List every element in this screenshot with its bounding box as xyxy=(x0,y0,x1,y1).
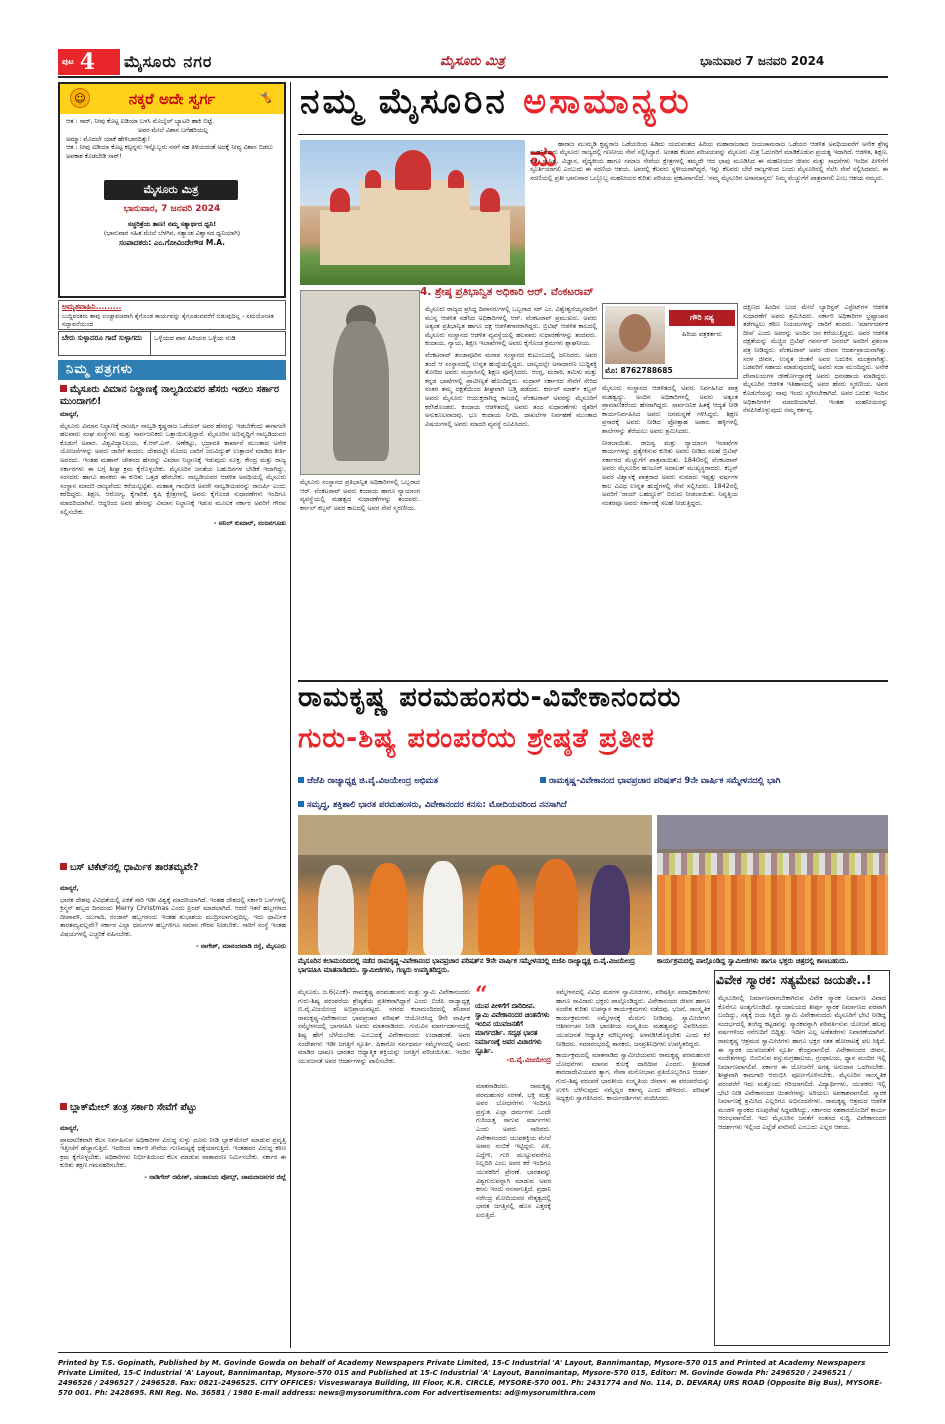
letter-3-title: ಬ್ಲಾಕ್‌ಮೇಲ್ ತಂತ್ರ ಸರ್ಕಾರಿ ಸೇವೆಗೆ ಪೆಟ್ಟು xyxy=(70,1102,197,1113)
proverb-box xyxy=(58,331,286,356)
section-name: ಮೈಸೂರು ನಗರ xyxy=(124,52,213,71)
author-photo xyxy=(605,306,665,364)
salutation: ಮಾನ್ಯರೆ, xyxy=(60,1124,79,1132)
stage-photo-caption: ಮೈಸೂರಿನ ಕಲಾಮಂದಿರದಲ್ಲಿ ನಡೆದ ರಾಮಕೃಷ್ಣ-ವಿವೇಕಾನಂದ ಭಾವಪ್ರಚಾರ ಪರಿಷತ್‌ನ 9ನೇ ವಾರ್ಷಿಕ ಸಮ್ಮೇಳನದಲ್ಲಿ ಬಿಜೆಪಿ ರಾಜ್ಯಾಧ್ಯಕ್ಷ ಬಿ.ವೈ.ವಿಜಯೇಂದ್ರ ಭಾಗವಹಿಸಿ ಮಾತನಾಡಿದರು. ಸ್ವಾಮೀಜಿಗಳು, ಗಣ್ಯರು ಉಪಸ್ಥಿತರಿದ್ದರು. xyxy=(298,957,635,974)
viveka-smaraka-text: ಮೈಸೂರಿನಲ್ಲಿ ನಿರ್ಮಾಣವಾಗಬೇಕಾಗಿರುವ ವಿವೇಕ ಸ್ಮಾರಕ ನಿರ್ಮಾಣ ವಿವಾದ ಕೊನೆಗೂ ಅಂತ್ಯಗೊಂಡಿದೆ. ನ್ಯಾಯಾಲಯದ ತೀರ್ಪು ಸ್ಮಾರಕ ನಿರ್ಮಾಣದ ಪರವಾಗಿ ಬಂದಿದ್ದು, ಸತ್ಯಕ್ಕೆ ಜಯ ಸಿಕ್ಕಿದೆ. ಸ್ವಾಮಿ ವಿವೇಕಾನಂದರು ಮೈಸೂರಿಗೆ ಭೇಟಿ ನೀಡಿದ್ದ ಸಂದರ್ಭದಲ್ಲಿ ತಂಗಿದ್ದ ಕಟ್ಟಡವನ್ನು ಸ್ಮಾರಕವನ್ನಾಗಿ ಪರಿವರ್ತಿಸುವ ಯೋಜನೆ ಹಲವು ವರ್ಷಗಳಿಂದ ನನೆಗುದಿಗೆ ಬಿದ್ದಿತ್ತು. ಇದೀಗ ಎಲ್ಲ ಅಡೆತಡೆಗಳು ನಿವಾರಣೆಯಾಗಿವೆ. ರಾಮಕೃಷ್ಣ ಆಶ್ರಮದ ಸ್ವಾಮೀಜಿಗಳು ಹಾಗೂ ಭಕ್ತರ ಸತತ ಹೋರಾಟಕ್ಕೆ ಫಲ ಸಿಕ್ಕಿದೆ. ಈ ಸ್ಮಾರಕ ಯುವಜನತೆಗೆ ಸ್ಫೂರ್ತಿ ಕೇಂದ್ರವಾಗಲಿದೆ. ವಿವೇಕಾನಂದರ ಜೀವನ, ಸಂದೇಶಗಳನ್ನು ಬಿಂಬಿಸುವ ವಸ್ತುಸಂಗ್ರಹಾಲಯ, ಗ್ರಂಥಾಲಯ, ಧ್ಯಾನ ಮಂದಿರ ಇಲ್ಲಿ ನಿರ್ಮಾಣವಾಗಲಿವೆ. ಸರ್ಕಾರ ಈ ಯೋಜನೆಗೆ ಅಗತ್ಯ ಅನುದಾನ ಒದಗಿಸಬೇಕು. ಶೀಘ್ರವಾಗಿ ಕಾಮಗಾರಿ ಆರಂಭಿಸಿ ಪೂರ್ಣಗೊಳಿಸಬೇಕು. ಮೈಸೂರಿನ ಸಾಂಸ್ಕೃತಿಕ ಪರಂಪರೆಗೆ ಇದು ಮತ್ತೊಂದು ಗರಿಯಾಗಲಿದೆ. ವಿದ್ಯಾರ್ಥಿಗಳು, ಯುವಕರು ಇಲ್ಲಿ ಭೇಟಿ ನೀಡಿ ವಿವೇಕಾನಂದರ ಚಿಂತನೆಗಳನ್ನು ಅರಿಯಲು ಅವಕಾಶವಾಗಲಿದೆ. ಸ್ಮಾರಕ ನಿರ್ಮಾಣಕ್ಕೆ ಶ್ರಮಿಸಿದ ಎಲ್ಲರಿಗೂ ಅಭಿನಂದನೆಗಳು. ರಾಮಕೃಷ್ಣ ಆಶ್ರಮದ ಆಡಳಿತ ಮಂಡಳಿ ಸ್ಮಾರಕದ ರೂಪುರೇಷೆ ಸಿದ್ಧಪಡಿಸಿದ್ದು, ಸರ್ಕಾರದ ಸಹಕಾರದೊಂದಿಗೆ ಕಾರ್ಯ ಆರಂಭವಾಗಲಿದೆ. ಇದು ಮೈಸೂರಿನ ಜನತೆಗೆ ಸಂತಸದ ಸುದ್ದಿ. ವಿವೇಕಾನಂದರ ಆದರ್ಶಗಳು ಇಲ್ಲಿಂದ ಎಲ್ಲೆಡೆ ಪಸರಿಸಲಿ ಎಂಬುದು ಎಲ್ಲರ ಆಶಯ. xyxy=(718,994,886,1131)
bullet-icon xyxy=(298,777,304,783)
dateline: ಭಾನುವಾರ 7 ಜನವರಿ 2024 xyxy=(700,54,825,68)
joke-line: ಆತ : ಸಾರ್, ನೀವು ಕೊಟ್ಟ ಐಡಿಯಾ ಬಳಸಿ ಮೊಬೈಲ್ ಬ್ಯಾಟರಿ ಹಾಕಿ ಬಿಟ್ಟೆ. xyxy=(66,118,215,125)
quote-mark-icon: “ xyxy=(475,982,488,1008)
rk-bullet-3-text: ಸಮೃದ್ಧ, ಶಕ್ತಿಶಾಲಿ ಭಾರತ ಪರಮಹಂಸರು, ವಿವೇಕಾನಂದರ ಕನಸು: ಮೋದಿಯವರಿಂದ ನನಸಾಗಿದೆ xyxy=(307,800,567,810)
feature-title xyxy=(300,82,890,132)
quote-text: ಯುವ ಪೀಳಿಗೆಗೆ ದಾರಿದೀಪ. ಸ್ವಾಮಿ ವಿವೇಕಾನಂದರ ಚಿಂತನೆಗಳು ಇಂದಿನ ಯುವಜನತೆಗೆ ಮಾರ್ಗದರ್ಶಿ. ಸದೃಢ ಭಾರತ ನಿರ್ಮಾಣಕ್ಕೆ ಅವರ ವಿಚಾರಗಳು ಸ್ಫೂರ್ತಿ. xyxy=(475,1002,550,1055)
author-role: ಹಿರಿಯ ಪತ್ರಕರ್ತರು xyxy=(681,330,723,338)
bullet-icon xyxy=(540,777,546,783)
mysore-palace-photo xyxy=(300,140,525,285)
amruta-vahini-box xyxy=(58,300,286,330)
portrait-caption: ಮೈಸೂರು ಸಂಸ್ಥಾನದ ಪ್ರತಿಭಾನ್ವಿತ ಅಧಿಕಾರಿಗಳಲ್ಲಿ ಒಬ್ಬರಾದ ಆರ್. ವೆಂಕಟರಾವ್ ಅವರು ಕಂದಾಯ ಹಾಗೂ ನ್ಯಾಯಾಂಗ ವ್ಯವಸ್ಥೆಯಲ್ಲಿ ಮಹತ್ವದ ಸುಧಾರಣೆಗಳನ್ನು ತಂದವರು. ಕರ್ನಲ್ ಕಬ್ಬನ್ ಅವರ ಕಾಲದಲ್ಲಿ ಅವರ ಸೇವೆ ಸ್ಮರಣೀಯ. xyxy=(300,478,420,512)
article-para: ನೀಡಲಾಯಿತು. ರಾಜಸ್ವ ಮತ್ತು ನ್ಯಾಯಾಂಗ ಇಲಾಖೆಗಳ ಕಾರ್ಯಗಳನ್ನು ಪ್ರತ್ಯೇಕಿಸುವ ಕುರಿತು ಅವರು ನೀಡಿದ ಸಲಹೆ ಬ್ರಿಟಿಷ್ ಸರ್ಕಾರದ ಮೆಚ್ಚುಗೆಗೆ ಪಾತ್ರವಾಯಿತು. 1840ರಲ್ಲಿ ವೆಂಕಟರಾವ್ ಅವರು ಮೈಸೂರಿನ ಹುಜೂರ್ ಅದಾಲತ್ ಮುಖ್ಯಸ್ಥರಾದರು. ಕಬ್ಬನ್ ಅವರ ವಿಶ್ವಾಸಕ್ಕೆ ಪಾತ್ರರಾದ ಅವರು ಸುಮಾರು ಇಪ್ಪತ್ತು ವರ್ಷಗಳ ಕಾಲ ವಿವಿಧ ಉನ್ನತ ಹುದ್ದೆಗಳಲ್ಲಿ ಸೇವೆ ಸಲ್ಲಿಸಿದರು. 1842ರಲ್ಲಿ ಅವರಿಗೆ 'ರಾಯ್ ಬಹದ್ದೂರ್' ಬಿರುದು ನೀಡಲಾಯಿತು. ನಿವೃತ್ತಿಯ ನಂತರವೂ ಅವರು ಸರ್ಕಾರಕ್ಕೆ ಸಲಹೆ ನೀಡುತ್ತಿದ್ದರು. xyxy=(602,438,738,507)
viveka-smaraka-title: ವಿವೇಕ ಸ್ಮಾರಕ: ಸತ್ಯಮೇವ ಜಯತೇ..! xyxy=(716,972,872,987)
article-col-2 xyxy=(425,305,597,678)
editor-line: ಸಂಪಾದಕರು: ಎಂ.ಗೋವಿಂದೇಗೌಡ M.A. xyxy=(118,238,226,247)
salutation: ಮಾನ್ಯರೆ, xyxy=(60,884,79,892)
proverb-left: ಬೇರು ಸುಳ್ಳಾದರೂ ಗಾದೆ ಸುಳ್ಳಾಗದು xyxy=(59,332,151,355)
author-box xyxy=(602,303,738,379)
bullet-icon xyxy=(60,863,67,870)
dropcap: ಮ xyxy=(530,140,557,173)
intro-text: ಹಾರಾಜ ಮುಮ್ಮಡಿ ಕೃಷ್ಣರಾಜ ಒಡೆಯರಿಂದ ಹಿಡಿದು ಯದುವಂಶದ ಹಿರಿಯ ಮಹಾರಾಜರಾದ ಜಯಚಾಮರಾಜ ಒಡೆಯರ ಆಡಳಿತ ಅವಧಿಯವರೆಗೆ ಅನೇಕ ಶ್ರೇಷ್ಠ ಮಹನೀಯರು ಮೈಸೂರು ರಾಜ್ಯದಲ್ಲಿ ಗಣನೀಯ ಸೇವೆ ಸಲ್ಲಿಸಿದ್ದಾರೆ. ಅಂತಹ ಕೆಲವರ ಪರಿಚಯವನ್ನು ಮೈಸೂರು ಮಿತ್ರ ಓದುಗರಿಗೆ ಮಾಡಿಕೊಡುವ ಪ್ರಯತ್ನ ಇದಾಗಿದೆ. ಆಡಳಿತ, ಶಿಕ್ಷಣ, ಕಲೆ, ಸಾಹಿತ್ಯ, ವಿಜ್ಞಾನ, ವೈದ್ಯಕೀಯ ಹಾಗೂ ಸಮಾಜ ಸೇವೆಯ ಕ್ಷೇತ್ರಗಳಲ್ಲಿ ತಮ್ಮದೇ ಆದ ಛಾಪು ಮೂಡಿಸಿದ ಈ ಮಹನೀಯರ ಜೀವನ ಮತ್ತು ಸಾಧನೆಗಳು ಇಂದಿನ ಪೀಳಿಗೆಗೆ ಸ್ಫೂರ್ತಿಯಾಗಲಿ ಎಂಬುದು ಈ ಸರಣಿಯ ಆಶಯ. ಅವರಲ್ಲಿ ಕೆಲವರು ಸ್ಥಳೀಯರಾಗಿದ್ದರೆ, ಇನ್ನು ಕೆಲವರು ಬೇರೆ ರಾಜ್ಯಗಳಿಂದ ಬಂದು ಮೈಸೂರಿನಲ್ಲಿ ನೆಲೆಸಿ ಸೇವೆ ಸಲ್ಲಿಸಿದವರು. ಈ ಸರಣಿಯಲ್ಲಿ ಪ್ರತೀ ಭಾನುವಾರ ಒಬ್ಬೊಬ್ಬ ಮಹನೀಯರ ಕುರಿತು ಪರಿಚಯ ಪ್ರಕಟವಾಗಲಿದೆ. 'ನಮ್ಮ ಮೈಸೂರಿನ ಅಸಾಮಾನ್ಯರು' ನಿಮ್ಮ ಮೆಚ್ಚುಗೆಗೆ ಪಾತ್ರವಾಗಲಿ ಎಂಬ ಆಶಯ ನಮ್ಮದು. xyxy=(530,141,888,182)
audience-photo-caption: ಕಾರ್ಯಕ್ರಮದಲ್ಲಿ ಪಾಲ್ಗೊಂಡಿದ್ದ ಸ್ವಾಮೀಜಿಗಳು ಹಾಗೂ ಭಕ್ತರು ಚಿತ್ರದಲ್ಲಿ ಕಾಣಬಹುದು. xyxy=(657,957,849,965)
mysooru-mithra-logo: ಮೈಸೂರು ಮಿತ್ರ xyxy=(104,180,238,200)
letter-3-signature: - ನಾಡಿಗೇರ್ ರಮೇಶ್, ಚಂಡಾಲಯ ಪೋಲ್ಸ್, ಚಾಮರಾಜನಗರ ಜಿಲ್ಲೆ xyxy=(144,1172,286,1181)
letter-3-text: ಪ್ರಾಮಾಣಿಕವಾಗಿ ಕೆಲಸ ನಿರ್ವಹಿಸುವ ಅಧಿಕಾರಿಗಳ ವಿರುದ್ಧ ಸುಳ್ಳು ದೂರು ನೀಡಿ ಬ್ಲಾಕ್‌ಮೇಲ್ ಮಾಡುವ ಪ್ರವೃತ್ತಿ ಇತ್ತೀಚೆಗೆ ಹೆಚ್ಚಾಗುತ್ತಿದೆ. ಇದರಿಂದ ಸರ್ಕಾರಿ ಸೇವೆಯ ಗುಣಮಟ್ಟಕ್ಕೆ ಧಕ್ಕೆಯಾಗುತ್ತಿದೆ. ಇಂತಹವರ ವಿರುದ್ಧ ಕಠಿಣ ಕ್ರಮ ಕೈಗೊಳ್ಳಬೇಕು. ಅಧಿಕಾರಿಗಳು ನಿರ್ಭೀತಿಯಿಂದ ಕೆಲಸ ಮಾಡುವ ವಾತಾವರಣ ನಿರ್ಮಿಸಬೇಕು. ಸರ್ಕಾರ ಈ ಕುರಿತು ತಕ್ಷಣ ಗಮನಹರಿಸಬೇಕು. xyxy=(60,1135,286,1170)
article-para: ಮೈಸೂರು ರಾಜ್ಯದ ಪ್ರಸಿದ್ಧ ದಿವಾನರುಗಳಲ್ಲಿ ಒಬ್ಬರಾದ ಸರ್ ಎಂ. ವಿಶ್ವೇಶ್ವರಯ್ಯನವರಿಗೆ ಮುನ್ನ ಆಡಳಿತ ನಡೆಸಿದ ಅಧಿಕಾರಿಗಳಲ್ಲಿ ಆರ್. ವೆಂಕಟರಾವ್ ಪ್ರಮುಖರು. ಅವರು ಅತ್ಯಂತ ಪ್ರತಿಭಾನ್ವಿತ ಹಾಗೂ ದಕ್ಷ ಆಡಳಿತಗಾರರಾಗಿದ್ದರು. ಬ್ರಿಟಿಷ್ ಆಡಳಿತ ಕಾಲದಲ್ಲಿ ಮೈಸೂರು ಸಂಸ್ಥಾನದ ಆಡಳಿತ ವ್ಯವಸ್ಥೆಯಲ್ಲಿ ಹಲವಾರು ಸುಧಾರಣೆಗಳನ್ನು ತಂದವರು. ಕಂದಾಯ, ನ್ಯಾಯ, ಶಿಕ್ಷಣ ಇಲಾಖೆಗಳಲ್ಲಿ ಅವರು ಕೈಗೊಂಡ ಕ್ರಮಗಳು ಶ್ಲಾಘನೀಯ. xyxy=(425,305,597,348)
proverb-right: ಒಳ್ಳೆಯದ ಪಾಠ ಹಿರಿಯರ ಒಳ್ಳೆಯ ನುಡಿ xyxy=(154,334,236,342)
tagline: ಸಚ್ಚರಿತ್ರೆಯ ತಾಣ! ನಮ್ಮ ಸತ್ಯಾರ್ಥದ ಧ್ವನಿ! xyxy=(127,220,217,228)
letter-2-body xyxy=(60,884,286,1096)
header-rule xyxy=(58,76,888,78)
letter-2-text: ಭಾರತ ದೇಶವು ವಿವಿಧತೆಯಲ್ಲಿ ಏಕತೆ ಸಾರಿ ಇಡೀ ವಿಶ್ವಕ್ಕೆ ಮಾದರಿಯಾಗಿದೆ. ಇಂತಹ ದೇಶದಲ್ಲಿ ಸರ್ಕಾರಿ ಬಸ್‌ಗಳಲ್ಲಿ ಕ್ರಿಸ್ಮಸ್ ಹಬ್ಬದ ದಿನದಂದು Merry Christmas ಎಂದು ಪ್ರಿಂಟ್ ಮಾಡಲಾಗಿದೆ. ಆದರೆ ಇತರೆ ಹಬ್ಬಗಳಾದ ದೀಪಾವಳಿ, ಯುಗಾದಿ, ರಂಜಾನ್ ಹಬ್ಬಗಳಂದು ಇಂತಹ ಶುಭಾಶಯ ಮುದ್ರಿಸಲಾಗುವುದಿಲ್ಲ. ಇದು ಧಾರ್ಮಿಕ ತಾರತಮ್ಯವಲ್ಲವೇ? ಸರ್ಕಾರ ಎಲ್ಲಾ ಧರ್ಮಗಳ ಹಬ್ಬಗಳಿಗೂ ಸಮಾನ ಗೌರವ ನೀಡಬೇಕು. ಸಾರಿಗೆ ಸಂಸ್ಥೆ ಇಂತಹ ವಿಷಯಗಳಲ್ಲಿ ಎಚ್ಚರಿಕೆ ವಹಿಸಬೇಕು. xyxy=(60,895,286,938)
rk-bullet-2 xyxy=(540,776,888,787)
bullet-icon xyxy=(60,1103,67,1110)
letter-3-body xyxy=(60,1124,286,1344)
letters-banner: ನಿಮ್ಮ ಪತ್ರಗಳು xyxy=(58,360,286,380)
salutation: ಮಾನ್ಯರೆ, xyxy=(60,410,79,418)
article-col-4: ದಕ್ಷಿಣದ ಹಿಂದಿನ ಬಂದ ಮೇಲೆ ಬ್ಯಾರಿಸ್ಟರ್ ಎಸ್ಟೇಟ್‌ಗಳ ಆಡಳಿತ ಸುಧಾರಣೆಗೆ ಅವರು ಶ್ರಮಿಸಿದರು. ಸರ್ಕಾರಿ ಅಧಿಕಾರಿಗಳ ಭ್ರಷ್ಟಾಚಾರ ತಡೆಗಟ್ಟಲು ಕಠಿಣ ನಿಯಮಗಳನ್ನು ಜಾರಿಗೆ ತಂದರು. 'ಮಾರ್ಗದರ್ಶಕ ದೀಪ' ಎಂದು ಅವರನ್ನು ಅಂದಿನ ಜನ ಕರೆಯುತ್ತಿದ್ದರು. ಅವರ ಆಡಳಿತ ದಕ್ಷತೆಯನ್ನು ಮೆಚ್ಚಿದ ಬ್ರಿಟಿಷ್ ಗವರ್ನರ್ ಜನರಲ್ ಅವರಿಗೆ ಪ್ರಶಂಸಾ ಪತ್ರ ನೀಡಿದ್ದರು. ವೆಂಕಟರಾವ್ ಅವರ ಜೀವನ ಆದರ್ಶಪ್ರಾಯವಾಗಿತ್ತು. ಸರಳ ಜೀವನ, ಉನ್ನತ ಚಿಂತನೆ ಅವರ ಬದುಕಿನ ಮಂತ್ರವಾಗಿತ್ತು. ಬಡವರಿಗೆ ಸಹಾಯ ಮಾಡುವುದರಲ್ಲಿ ಅವರು ಸದಾ ಮುಂದಿದ್ದರು. ಅನೇಕ ದೇವಾಲಯಗಳ ಜೀರ್ಣೋದ್ಧಾರಕ್ಕೆ ಅವರು ಧನಸಹಾಯ ಮಾಡಿದ್ದರು. ಮೈಸೂರಿನ ಆಡಳಿತ ಇತಿಹಾಸದಲ್ಲಿ ಅವರ ಹೆಸರು ಸ್ಮರಣೀಯ. ಅವರ ಕೊಡುಗೆಯನ್ನು ನಾವು ಇಂದು ಸ್ಮರಿಸಬೇಕಾಗಿದೆ. ಅವರ ಬದುಕು ಇಂದಿನ ಅಧಿಕಾರಿಗಳಿಗೆ ಮಾದರಿಯಾಗಿದೆ. ಇಂತಹ ಮಹನೀಯರನ್ನು ನೆನಪಿಸಿಕೊಳ್ಳುವುದು ನಮ್ಮ ಕರ್ತವ್ಯ. xyxy=(743,303,888,415)
feature-title-black: ನಮ್ಮ ಮೈಸೂರಿನ xyxy=(300,82,508,122)
article-subhead: 4. ಶ್ರೇಷ್ಠ ಪ್ರತಿಭಾನ್ವಿತ ಅಧಿಕಾರಿ ಆರ್. ವೆಂಕಟರಾವ್ xyxy=(420,286,720,302)
feature-rule xyxy=(298,134,888,135)
rk-bullet-2-text: ರಾಮಕೃಷ್ಣ-ವಿವೇಕಾನಂದ ಭಾವಪ್ರಚಾರ ಪರಿಷತ್‌ನ 9ನೇ ವಾರ್ಷಿಕ ಸಮ್ಮೇಳನದಲ್ಲಿ ಭಾಗಿ xyxy=(549,776,781,786)
rk-para: ಕಾರ್ಯಕ್ರಮದಲ್ಲಿ ಮಾತನಾಡಿದ ಸ್ವಾಮೀಜಿಯವರು ರಾಮಕೃಷ್ಣ ಪರಮಹಂಸರ ಬೋಧನೆಗಳು ಮಾನವ ಕುಲಕ್ಕೆ ದಾರಿದೀಪ ಎಂದರು. ಶ್ರೀಮಾತೆ ಶಾರದಾದೇವಿಯವರ ತ್ಯಾಗ, ಸೇವಾ ಮನೋಭಾವ ಪ್ರತಿಯೊಬ್ಬರಿಗೂ ಆದರ್ಶ. ಗುರು-ಶಿಷ್ಯ ಪರಂಪರೆ ಭಾರತೀಯ ಸಂಸ್ಕೃತಿಯ ಜೀವಾಳ. ಈ ಪರಂಪರೆಯನ್ನು ಉಳಿಸಿ ಬೆಳೆಸುವುದು ನಮ್ಮೆಲ್ಲರ ಕರ್ತವ್ಯ ಎಂದು ಹೇಳಿದರು. ಪರಿಷತ್ ಅಧ್ಯಕ್ಷರು ಸ್ವಾಗತಿಸಿದರು. ಕಾರ್ಯದರ್ಶಿಗಳು ವಂದಿಸಿದರು. xyxy=(556,1051,710,1103)
edition-info xyxy=(64,220,280,247)
article-para: ವೆಂಕಟರಾವ್ ತಂಜಾವೂರಿನ ಮರಾಠ ಸಂಸ್ಥಾನದ ಕುಟುಂಬದಲ್ಲಿ ಜನಿಸಿದರು. ಅವರ ತಂದೆ ಆ ಸಂಸ್ಥಾನದಲ್ಲಿ ಉನ್ನತ ಹುದ್ದೆಯಲ್ಲಿದ್ದರು. ಬಾಲ್ಯದಲ್ಲೇ ಅಸಾಧಾರಣ ಬುದ್ಧಿಶಕ್ತಿ ತೋರಿದ ಅವರು ಮದ್ರಾಸಿನಲ್ಲಿ ಶಿಕ್ಷಣ ಪೂರೈಸಿದರು. ಆಂಗ್ಲ, ಮರಾಠಿ, ತಮಿಳು ಮತ್ತು ಕನ್ನಡ ಭಾಷೆಗಳಲ್ಲಿ ಪ್ರಾವೀಣ್ಯತೆ ಹೊಂದಿದ್ದರು. ಮದ್ರಾಸ್ ಸರ್ಕಾರದ ಸೇವೆಗೆ ಸೇರಿದ ನಂತರ ತಮ್ಮ ದಕ್ಷತೆಯಿಂದ ಶೀಘ್ರವಾಗಿ ಬಡ್ತಿ ಪಡೆದರು. ಕರ್ನಲ್ ಮಾರ್ಕ್ ಕಬ್ಬನ್ ಅವರು ಮೈಸೂರು ಆಯುಕ್ತರಾಗಿದ್ದ ಕಾಲದಲ್ಲಿ ವೆಂಕಟರಾವ್ ಅವರನ್ನು ಮೈಸೂರಿಗೆ ಕರೆಸಿಕೊಂಡರು. ಕಂದಾಯ ಆಡಳಿತದಲ್ಲಿ ಅವರು ತಂದ ಸುಧಾರಣೆಗಳು ರೈತರಿಗೆ ಅನುಕೂಲವಾದವು. ಭೂ ಕಂದಾಯ ನಿಗದಿ, ದಾಖಲೆಗಳ ನಿರ್ವಹಣೆ ಮುಂತಾದ ವಿಷಯಗಳಲ್ಲಿ ಅವರು ಮಾದರಿ ವ್ಯವಸ್ಥೆ ರೂಪಿಸಿದರು. xyxy=(425,350,597,428)
cartoon-man-icon: 🤸 xyxy=(253,86,276,107)
letter-1-body xyxy=(60,410,286,857)
joke-line: ಅವರ ಮೇಲೆ ವಿಶಾಸ ಬಗೆಹರಿಯಲ್ಲ xyxy=(137,126,209,134)
letter-1-text: ಮೈಸೂರು ವಿಮಾನ ನಿಲ್ದಾಣಕ್ಕೆ ರಾಜರ್ಷಿ ನಾಲ್ವಡಿ ಕೃಷ್ಣರಾಜ ಒಡೆಯರ್ ಅವರ ಹೆಸರನ್ನು ಇಡಬೇಕೆಂದು ಈಗಾಗಲೇ ಹಲವಾರು ಸಂಘ ಸಂಸ್ಥೆಗಳು ಮತ್ತು ಸಾರ್ವಜನಿಕರು ಒತ್ತಾಯಿಸುತ್ತಿದ್ದಾರೆ. ಮೈಸೂರಿನ ಅಭಿವೃದ್ಧಿಗೆ ನಾಲ್ವಡಿಯವರ ಕೊಡುಗೆ ಅಪಾರ. ವಿಶ್ವವಿದ್ಯಾನಿಲಯ, ಕೆ.ಆರ್.ಎಸ್. ಅಣೆಕಟ್ಟು, ಭದ್ರಾವತಿ ಕಾರ್ಖಾನೆ ಮುಂತಾದ ಅನೇಕ ಯೋಜನೆಗಳನ್ನು ಅವರು ಜಾರಿಗೆ ತಂದರು. ದೇಶದಲ್ಲೇ ಮೊದಲ ಬಾರಿಗೆ ಜಲವಿದ್ಯುತ್ ಉತ್ಪಾದನೆ ಮಾಡಿದ ಕೀರ್ತಿ ಅವರದು. ಇಂತಹ ಮಹಾನ್ ಚೇತನದ ಹೆಸರನ್ನು ವಿಮಾನ ನಿಲ್ದಾಣಕ್ಕೆ ಇಡುವುದು ಸೂಕ್ತ. ಕೇಂದ್ರ ಮತ್ತು ರಾಜ್ಯ ಸರ್ಕಾರಗಳು ಈ ಬಗ್ಗೆ ಶೀಘ್ರ ಕ್ರಮ ಕೈಗೊಳ್ಳಬೇಕು. ಮೈಸೂರಿನ ಜನತೆಯ ಬಹುದಿನಗಳ ಬೇಡಿಕೆ ಇದಾಗಿದ್ದು, ಸಂಸದರು ಹಾಗೂ ಶಾಸಕರು ಈ ಕುರಿತು ಒತ್ತಡ ಹೇರಬೇಕು. ನಾಲ್ವಡಿಯವರ ಆಡಳಿತ ಅವಧಿಯಲ್ಲಿ ಮೈಸೂರು ಸಂಸ್ಥಾನ ಮಾದರಿ ರಾಜ್ಯವೆಂದು ಕರೆಯಲ್ಪಟ್ಟಿತು. ಮಹಾತ್ಮ ಗಾಂಧೀಜಿ ಅವರೇ ನಾಲ್ವಡಿಯವರನ್ನು ರಾಜರ್ಷಿ ಎಂದು ಕರೆದಿದ್ದರು. ಶಿಕ್ಷಣ, ಆರೋಗ್ಯ, ಕೈಗಾರಿಕೆ, ಕೃಷಿ ಕ್ಷೇತ್ರಗಳಲ್ಲಿ ಅವರು ಕೈಗೊಂಡ ಸುಧಾರಣೆಗಳು ಇಂದಿಗೂ ಮಾದರಿಯಾಗಿವೆ. ಆದ್ದರಿಂದ ಅವರ ಹೆಸರನ್ನು ವಿಮಾನ ನಿಲ್ದಾಣಕ್ಕೆ ಇಡುವ ಮೂಲಕ ಸರ್ಕಾರ ಅವರಿಗೆ ಗೌರವ ಸಲ್ಲಿಸಬೇಕು. xyxy=(60,421,286,516)
event-stage-photo xyxy=(298,815,652,955)
pull-quote xyxy=(475,982,551,1078)
article-para: ಮೈಸೂರು ಸಂಸ್ಥಾನದ ಆಡಳಿತದಲ್ಲಿ ಅವರು ನಿರ್ವಹಿಸಿದ ಪಾತ್ರ ಮಹತ್ವದ್ದು. ಅಂದಿನ ಅಧಿಕಾರಿಗಳಲ್ಲಿ ಅವರು ಅತ್ಯಂತ ಪ್ರಾಮಾಣಿಕರೆಂದು ಹೆಸರಾಗಿದ್ದರು. ಸಾರ್ವಜನಿಕ ಹಿತಕ್ಕೆ ಆದ್ಯತೆ ನೀಡಿ ಕಾರ್ಯನಿರ್ವಹಿಸಿದ ಅವರು ಜನಮನ್ನಣೆ ಗಳಿಸಿದ್ದರು. ಶಿಕ್ಷಣ ಪ್ರಸಾರಕ್ಕೆ ಅವರು ನೀಡಿದ ಪ್ರೋತ್ಸಾಹ ಅಪಾರ. ಹಳ್ಳಿಗಳಲ್ಲಿ ಶಾಲೆಗಳನ್ನು ತೆರೆಯಲು ಅವರು ಶ್ರಮಿಸಿದರು. xyxy=(602,384,738,435)
joke-text xyxy=(66,118,280,162)
rk-bullet-1-text: ಜೆಜೆಪಿ ರಾಜ್ಯಾಧ್ಯಕ್ಷ ಜಿ.ವೈ.ವಿಜಯೇಂದ್ರ ಅಭಿಮತ xyxy=(307,776,439,786)
letter-1-title: ಮೈಸೂರು ವಿಮಾನ ನಿಲ್ದಾಣಕ್ಕೆ ನಾಲ್ವಡಿಯವರ ಹೆಸರು ಇಡಲು ಸರ್ಕಾರ ಮುಂದಾಗಲಿ! xyxy=(60,384,279,407)
letter-1-signature: - ಅನಿಲ್ ಕುಮಾರ್, ನಂಜನಗೂಡು xyxy=(213,519,286,528)
author-name: ಗೌರಿ ಸತ್ಯ xyxy=(669,310,735,326)
letter-2-heading xyxy=(60,862,286,874)
bullet-icon xyxy=(298,801,304,807)
letter-2-title: ಬಸ್ ಟಿಕೆಟ್‌ನಲ್ಲಿ ಧಾರ್ಮಿಕ ತಾರತಮ್ಯವೇ? xyxy=(70,862,199,873)
rk-col-2: ಮಾತನಾಡಿದರು. ರಾಮಕೃಷ್ಣ ಪರಮಹಂಸರ ಸರಳತೆ, ಭಕ್ತಿ ಮತ್ತು ಅವರ ಬೋಧನೆಗಳು ಇಂದಿಗೂ ಪ್ರಸ್ತುತ. ಎಲ್ಲಾ ಧರ್ಮಗಳು ಒಂದೇ ಗುರಿಯತ್ತ ಸಾಗುವ ಮಾರ್ಗಗಳು ಎಂದು ಅವರು ಸಾರಿದರು. ವಿವೇಕಾನಂದರು ಯುವಶಕ್ತಿಯ ಮೇಲೆ ಅಪಾರ ನಂಬಿಕೆ ಇಟ್ಟಿದ್ದರು. ಏಳಿ, ಎದ್ದೇಳಿ, ಗುರಿ ಮುಟ್ಟುವವರೆಗೂ ನಿಲ್ಲದಿರಿ ಎಂಬ ಅವರ ಕರೆ ಇಂದಿಗೂ ಯುವಕರಿಗೆ ಪ್ರೇರಣೆ. ಭಾರತವನ್ನು ವಿಶ್ವಗುರುವನ್ನಾಗಿ ಮಾಡುವ ಅವರ ಕನಸು ಇಂದು ನನಸಾಗುತ್ತಿದೆ. ಪ್ರಧಾನಿ ನರೇಂದ್ರ ಮೋದಿಯವರ ನೇತೃತ್ವದಲ್ಲಿ ಭಾರತ ಜಗತ್ತಿನಲ್ಲಿ ಹೊಸ ಎತ್ತರಕ್ಕೆ ಏರುತ್ತಿದೆ. xyxy=(476,1082,551,1219)
rk-bullet-3 xyxy=(298,800,888,811)
venkatarao-portrait xyxy=(300,290,420,475)
column-divider xyxy=(290,82,291,1348)
tagline-sub: (ಭಾನುವಾರ ಸಹಿತ ಮೇಲೆ ಬೆಳಗಿನ, ಸತ್ಯಾಂಶ ವಿಶ್ವಾಸದ ಧ್ವನಿಯಾಗಿ) xyxy=(103,229,241,237)
author-phone: ಮೊ: 8762788685 xyxy=(605,366,673,375)
nakkare-title: ನಕ್ಕರೆ ಅದೇ ಸ್ವರ್ಗ xyxy=(60,84,284,114)
page-label: ಪುಟ xyxy=(62,57,74,66)
nakkare-box xyxy=(58,82,286,298)
edition-date: ಭಾನುವಾರ, 7 ಜನವರಿ 2024 xyxy=(123,204,221,214)
quote-sign: -ಬಿ.ವೈ.ವಿಜಯೇಂದ್ರ xyxy=(506,1056,551,1064)
amruta-title: ಅಮೃತವಾಹಿನಿ......... xyxy=(62,302,122,311)
article-col-3 xyxy=(602,384,738,678)
page-number: 4 xyxy=(79,49,96,75)
rk-para: ಸಮ್ಮೇಳನದಲ್ಲಿ ವಿವಿಧ ಮಠಗಳ ಸ್ವಾಮೀಜಿಗಳು, ಪರಿಷತ್ತಿನ ಪದಾಧಿಕಾರಿಗಳು ಹಾಗೂ ಸಾವಿರಾರು ಭಕ್ತರು ಪಾಲ್ಗೊಂಡಿದ್ದರು. ವಿವೇಕಾನಂದರ ಜೀವನ ಹಾಗೂ ಸಂದೇಶ ಕುರಿತು ಉಪನ್ಯಾಸ ಕಾರ್ಯಕ್ರಮಗಳು ನಡೆದವು. ಭಜನೆ, ಸಾಂಸ್ಕೃತಿಕ ಕಾರ್ಯಕ್ರಮಗಳು ಸಮ್ಮೇಳನಕ್ಕೆ ಮೆರುಗು ನೀಡಿದವು. ಸ್ವಾಮೀಜಿಗಳು ಆಶೀರ್ವಚನ ನೀಡಿ ಭಾರತೀಯ ಸಂಸ್ಕೃತಿಯ ಮಹತ್ವವನ್ನು ವಿವರಿಸಿದರು. ಯುವಜನತೆ ಆಧ್ಯಾತ್ಮಿಕ ಮೌಲ್ಯಗಳನ್ನು ಅಳವಡಿಸಿಕೊಳ್ಳಬೇಕು ಎಂದು ಕರೆ ನೀಡಿದರು. ಸಮಾರಂಭದಲ್ಲಿ ಶಾಸಕರು, ಜನಪ್ರತಿನಿಧಿಗಳು ಉಪಸ್ಥಿತರಿದ್ದರು. xyxy=(556,988,710,1048)
page-number-tag xyxy=(58,49,120,75)
rk-col-1: ಮೈಸೂರು, ಜ.6(ಎಂಕೆ)- ರಾಮಕೃಷ್ಣ ಪರಮಹಂಸರು ಮತ್ತು ಸ್ವಾಮಿ ವಿವೇಕಾನಂದರು ಗುರು-ಶಿಷ್ಯ ಪರಂಪರೆಯ ಶ್ರೇಷ್ಠತೆಯ ಪ್ರತೀಕವಾಗಿದ್ದಾರೆ ಎಂದು ಬಿಜೆಪಿ ರಾಜ್ಯಾಧ್ಯಕ್ಷ ಬಿ.ವೈ.ವಿಜಯೇಂದ್ರ ಅಭಿಪ್ರಾಯಪಟ್ಟರು. ನಗರದ ಕಲಾಮಂದಿರದಲ್ಲಿ ಶನಿವಾರ ರಾಮಕೃಷ್ಣ-ವಿವೇಕಾನಂದ ಭಾವಪ್ರಚಾರ ಪರಿಷತ್ ಆಯೋಜಿಸಿದ್ದ 9ನೇ ವಾರ್ಷಿಕ ಸಮ್ಮೇಳನದಲ್ಲಿ ಭಾಗವಹಿಸಿ ಅವರು ಮಾತನಾಡಿದರು. ಗುರುವಿನ ಮಾರ್ಗದರ್ಶನದಲ್ಲಿ ಶಿಷ್ಯ ಹೇಗೆ ಬೆಳೆಯಬೇಕು ಎಂಬುದಕ್ಕೆ ವಿವೇಕಾನಂದರು ಉದಾಹರಣೆ. ಅವರ ಸಂದೇಶಗಳು ಇಡೀ ಜಗತ್ತಿಗೆ ಸ್ಫೂರ್ತಿ. ಷಿಕಾಗೋ ಸರ್ವಧರ್ಮ ಸಮ್ಮೇಳನದಲ್ಲಿ ಅವರು ಮಾಡಿದ ಭಾಷಣ ಭಾರತದ ಆಧ್ಯಾತ್ಮಿಕ ಶಕ್ತಿಯನ್ನು ಜಗತ್ತಿಗೆ ಪರಿಚಯಿಸಿತು. ಇಂದಿನ ಯುವಜನತೆ ಅವರ ಆದರ್ಶಗಳನ್ನು ಪಾಲಿಸಬೇಕು. xyxy=(298,988,470,1065)
masthead-logo: ಮೈಸೂರು ಮಿತ್ರ xyxy=(440,54,505,69)
amruta-text: ಬುದ್ದಿವಂತರು ತಾವು ಉಚ್ಚಾವಚವಾಗಿ ಕೈಗೊಂಡ ಕಾರ್ಯವನ್ನು ಕೈಗೂಡುವವರೆಗೆ ಬಿಡುವುದಿಲ್ಲ - ಸಮಯೋಚಿತ ಸದ್ಭಾವನೆಯಿಂದ xyxy=(62,313,274,328)
audience-photo xyxy=(657,815,888,955)
joke-line: ಅಮ್ಮಾ: ಮೊದಲೇ ಯಾಕೆ ಹೇಳಿಬಾರದಿತ್ತು! xyxy=(66,135,151,143)
joke-line: ಆತ : ನೀವು ಐಡಿಯಾ ಕೊಟ್ಟ ಕಲ್ಪನ್ನನು ಇನ್ನೊಬ್ಬರು ನನಗೆ ಸಹ ತಿಳಿಯದಂತೆ ಅದಕ್ಕೆ ನೀವ್ಯ ವಿಶಾಸ ಬಿಡಲು ಅವಕಾಶ ಕೊಡಬೇಡಿ ಸಾರ್! xyxy=(66,144,273,161)
laughing-face-icon: ☺ xyxy=(70,88,90,108)
rk-headline-2: ಗುರು-ಶಿಷ್ಯ ಪರಂಪರೆಯ ಶ್ರೇಷ್ಠತೆ ಪ್ರತೀಕ xyxy=(298,723,655,754)
feature-title-red: ಅಸಾಮಾನ್ಯರು xyxy=(523,82,692,122)
imprint-footer: Printed by T.S. Gopinath, Published by M. Govinde Gowda on behalf of Academy Newspapers Private Limited, 15-C Industrial 'A' Layout, Bannimantap, Mysore-570 015 and Printed at Academy Newspapers Private Limited, 15-C Industrial 'A' Layout, Bannimantap, Mysore-570 015 and Published at 15-C Industrial 'A' Layout, Bannimantap, Mysore-570 015, Editor: M. Govinde Gowda Ph: 2496520 / 2496521 / 2496526 / 2496527 / 2496528. Fax: 0821-2496525. CITY OFFICES: Visveswaraya Building, III Floor, K.R. CIRCLE, MYSORE-570 001. Ph: 2431774 and No. 114, D. DEVARAJ URS ROAD (Opposite Big Bus), MYSORE-570 001. Ph: 2428695. RNI Reg. No. 36581 / 1980 E-mail address: news@mysorumithra.com For advertisements: ad@mysorumithra.com xyxy=(58,1359,883,1397)
letter-3-heading xyxy=(60,1102,286,1114)
rk-bullet-1 xyxy=(298,776,538,787)
rk-headline-1: ರಾಮಕೃಷ್ಣ ಪರಮಹಂಸರು-ವಿವೇಕಾನಂದರು xyxy=(298,682,682,713)
rk-col-3 xyxy=(556,988,710,1346)
footer-rule xyxy=(58,1352,888,1353)
bullet-icon xyxy=(60,385,67,392)
letter-2-signature: - ನಾಗೇಶ್, ಮಾನಂದವಾಡಿ ರಸ್ತೆ, ಮೈಸೂರು xyxy=(195,941,286,950)
letter-1-heading xyxy=(60,384,286,408)
